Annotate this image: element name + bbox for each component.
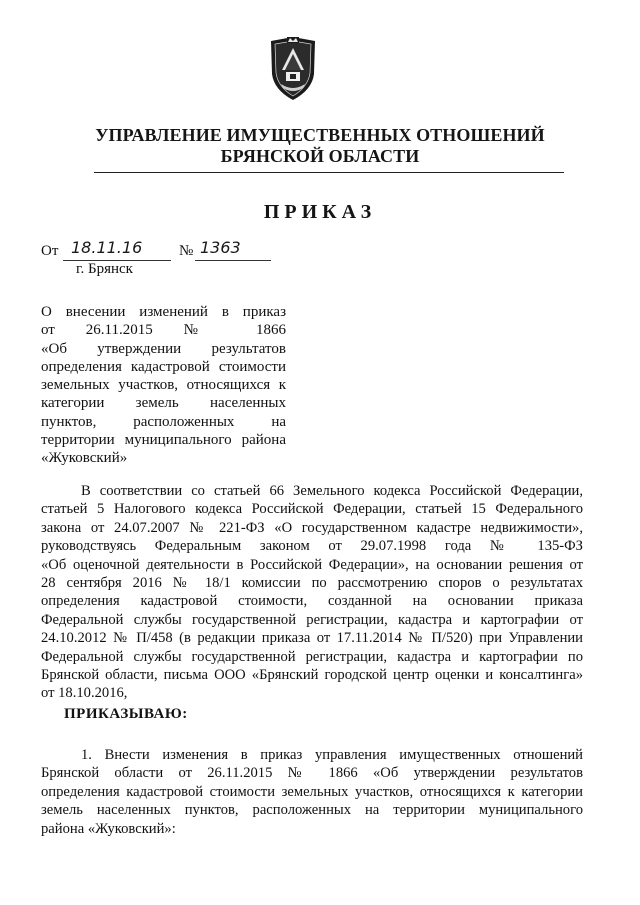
paragraph-line: руководствуясь Федеральным законом от 29.07.1998 года № 135-ФЗ (41, 538, 583, 555)
number-label: № (179, 243, 194, 259)
organization-name-line2: БРЯНСКОЙ ОБЛАСТИ (220, 146, 420, 166)
paragraph-line: 24.10.2012 № П/458 (в редакции приказа от 17.11.2014 № П/520) при Управлении (41, 630, 583, 647)
number-underline (195, 260, 271, 261)
paragraph-line: определения кадастровой стоимости, созданной на основании приказа (41, 593, 583, 610)
order-heading: ПРИКАЗЫВАЮ: (64, 706, 188, 722)
subject-line: категории земель населенных (41, 395, 286, 412)
subject-line: «Жуковский» (41, 450, 128, 467)
paragraph-line: Брянской области от 26.11.2015 № 1866 «Об утверждении результатов (41, 765, 583, 782)
organization-name-line1: УПРАВЛЕНИЕ ИМУЩЕСТВЕННЫХ ОТНОШЕНИЙ (95, 125, 545, 145)
paragraph-line: Брянской области, письма ООО «Брянский городской центр оценки и консалтинга» (41, 667, 583, 684)
coat-of-arms-emblem (268, 36, 318, 102)
paragraph-line: Федеральной службы государственной регистрации, кадастра и картографии от (41, 611, 583, 628)
number-value-handwritten: 1363 (200, 238, 241, 257)
paragraph-line: 1. Внести изменения в приказ управления имущественных отношений (81, 747, 583, 763)
document-type-title: ПРИКАЗ (263, 201, 377, 223)
paragraph-line: В соответствии со статьей 66 Земельного кодекса Российской Федерации, (81, 483, 583, 499)
preamble-paragraph (41, 482, 583, 703)
paragraph-line: статьей 5 Налогового кодекса Российской Федерации, статьей 15 Федерального (41, 501, 583, 518)
subject-line: пунктов, расположенных на (41, 413, 286, 430)
paragraph-line: «Об оценочной деятельности в Российской Федерации», на основании решения от (41, 556, 583, 573)
date-label: От (41, 243, 59, 259)
order-item-1 (41, 746, 583, 838)
paragraph-line: 28 сентября 2016 № 18/1 комиссии по рассмотрению споров о результатах (41, 575, 583, 592)
paragraph-line: земель населенных пунктов, расположенных на территории муниципального (41, 802, 583, 819)
date-value-handwritten: 18.11.16 (71, 238, 143, 257)
subject-line: определения кадастровой стоимости (41, 358, 286, 375)
subject-line: земельных участков, относящихся к (41, 377, 286, 394)
subject-line: территории муниципального района (41, 432, 286, 449)
order-subject (41, 303, 286, 468)
paragraph-line: района «Жуковский»: (41, 820, 176, 837)
paragraph-line: определения кадастровой стоимости земельных участков, относящихся к категории (41, 783, 583, 800)
subject-line: О внесении изменений в приказ (41, 304, 286, 320)
header-divider (94, 172, 564, 173)
paragraph-line: от 18.10.2016, (41, 685, 128, 702)
city-line: г. Брянск (76, 261, 133, 277)
paragraph-line: Федеральной службы государственной регистрации, кадастра и картографии по (41, 648, 583, 665)
paragraph-line: закона от 24.07.2007 № 221-ФЗ «О государственном кадастре недвижимости», (41, 519, 583, 536)
subject-line: «Об утверждении результатов (41, 340, 286, 357)
subject-line: от 26.11.2015 № 1866 (41, 322, 286, 339)
